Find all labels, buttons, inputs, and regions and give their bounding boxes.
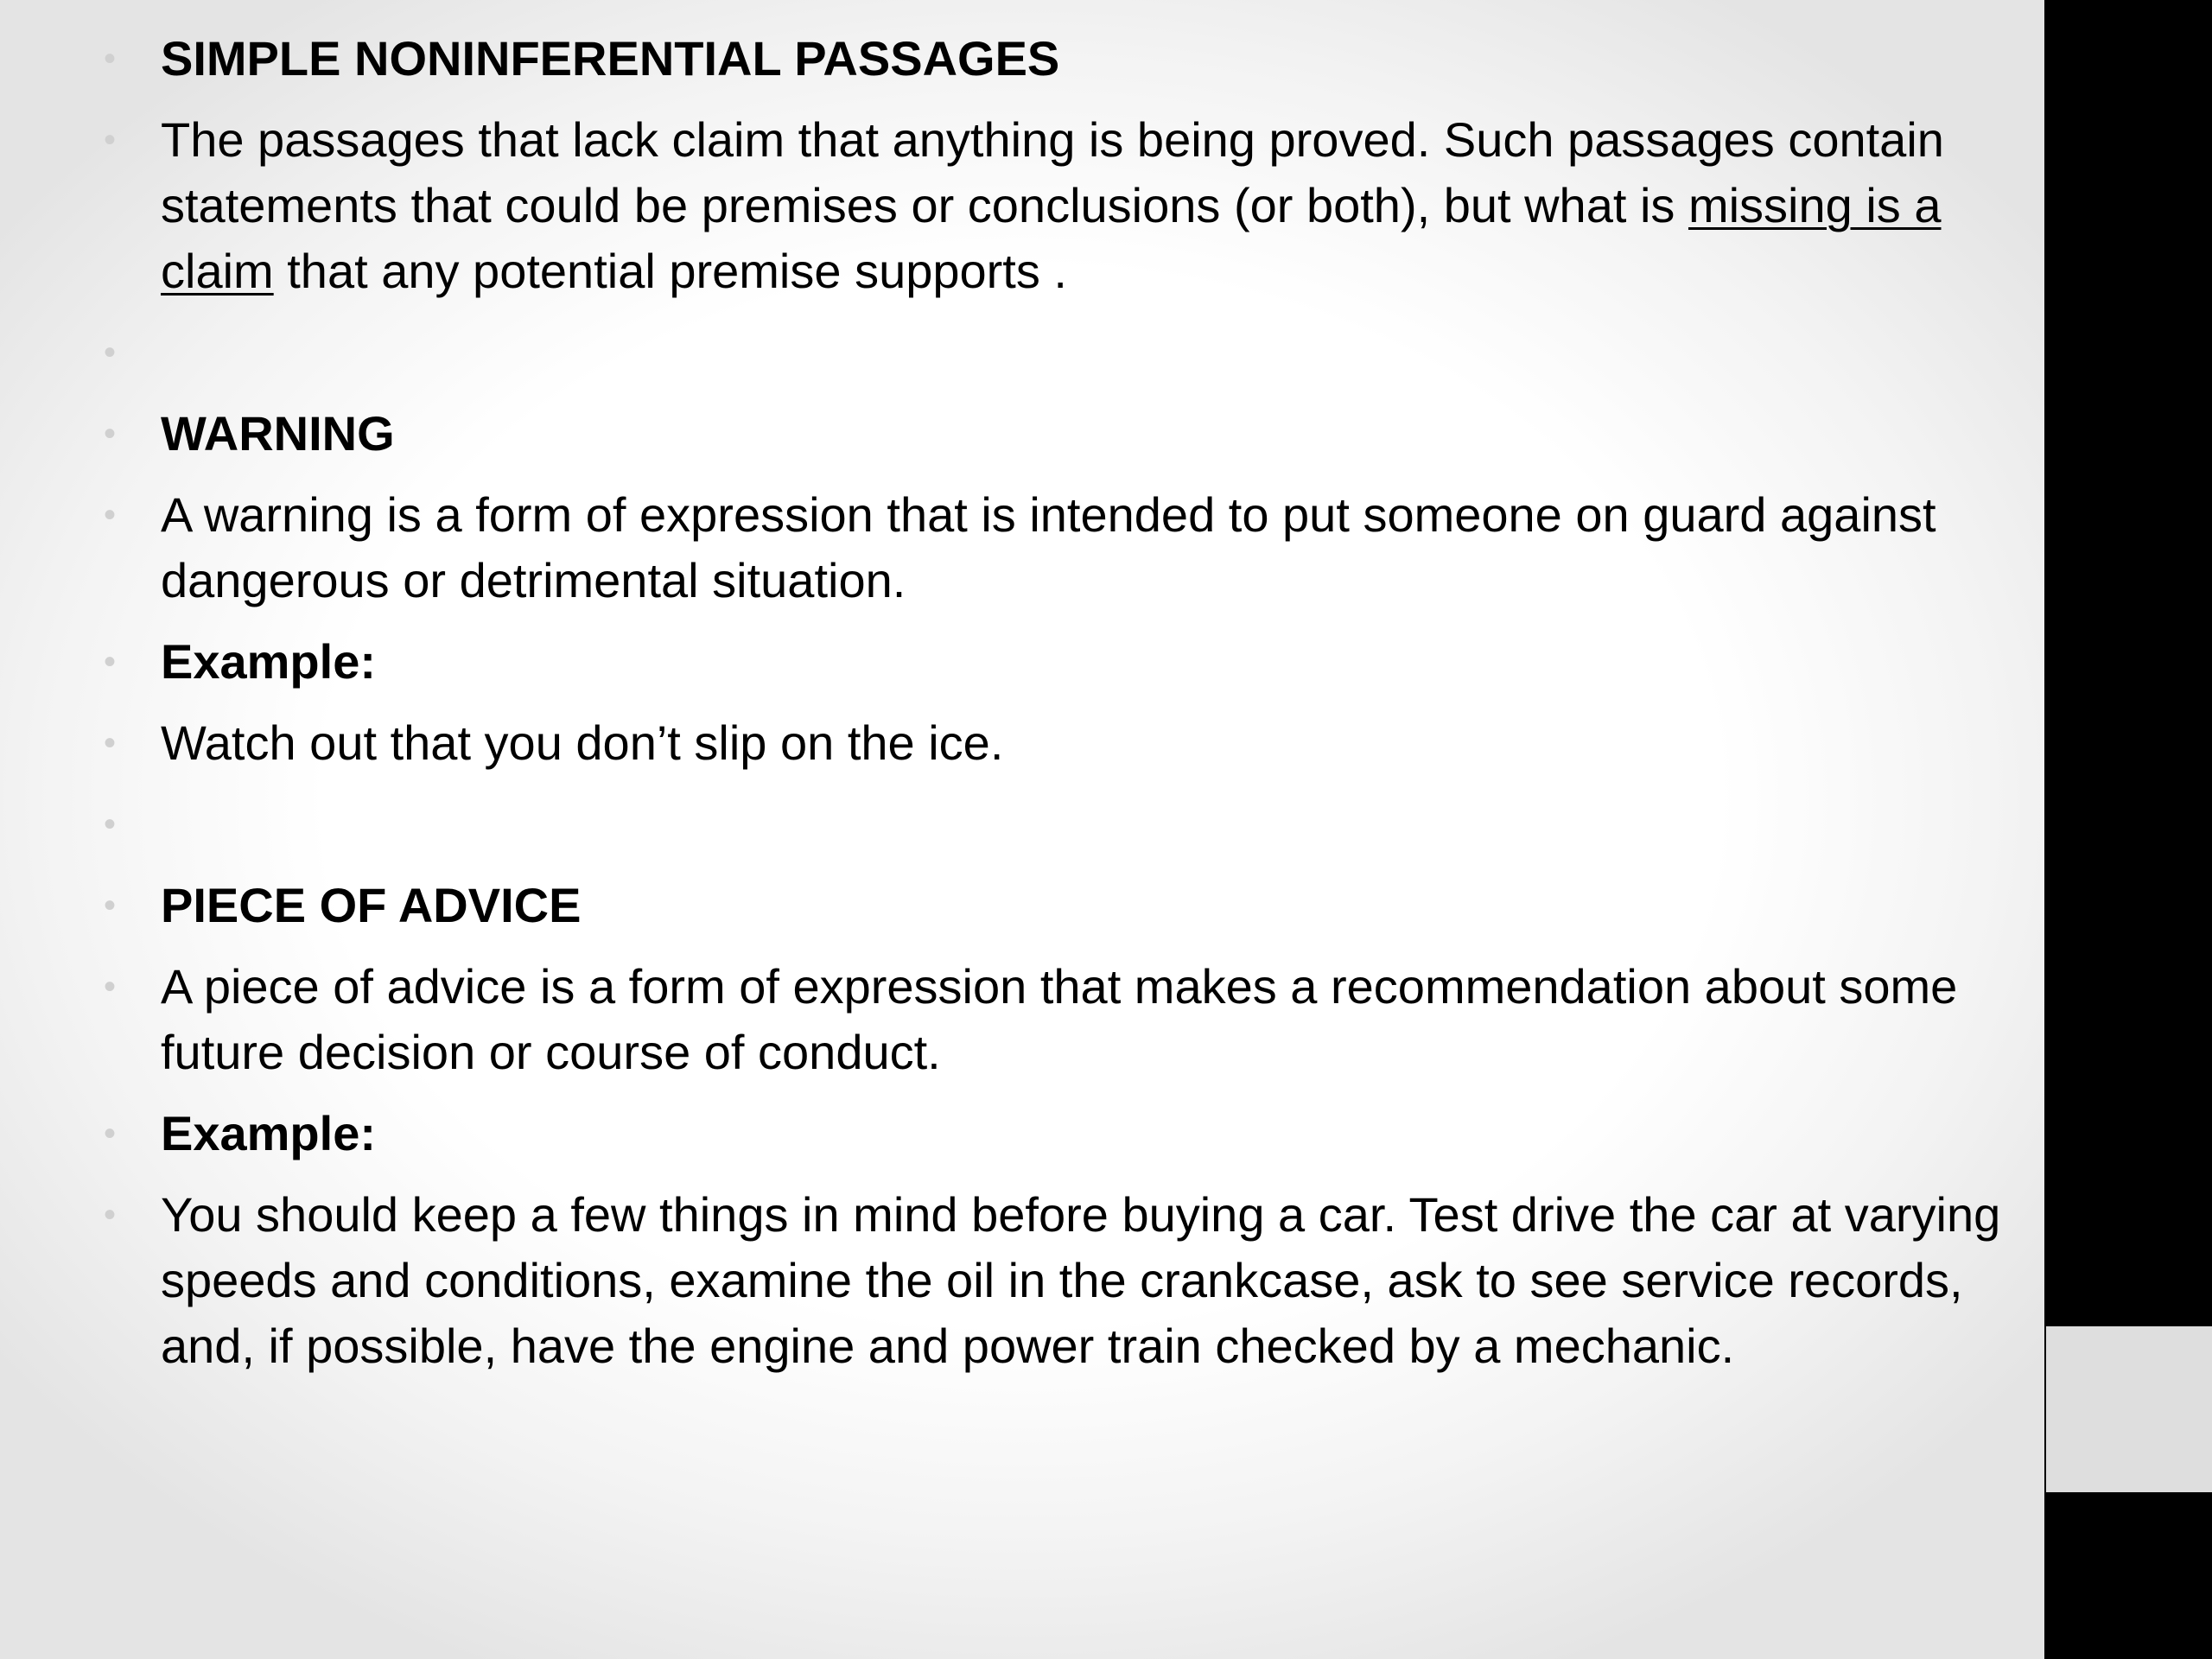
definition-text-end: that any potential premise supports . bbox=[273, 244, 1067, 298]
underlined-phrase: missing is a claim bbox=[161, 178, 1942, 298]
section-heading: WARNING bbox=[161, 406, 395, 461]
list-item bbox=[104, 954, 2005, 1085]
empty-list-item bbox=[104, 320, 2005, 385]
example-label: Example: bbox=[161, 1106, 376, 1160]
list-item bbox=[104, 1182, 2005, 1379]
list-item bbox=[104, 401, 2005, 467]
bullet-icon: • bbox=[104, 887, 117, 925]
side-bar-band bbox=[2046, 1326, 2212, 1492]
example-text: Watch out that you don’t slip on the ice. bbox=[161, 715, 1004, 770]
list-item bbox=[104, 107, 2005, 304]
bullet-icon: • bbox=[104, 805, 117, 843]
list-item bbox=[104, 710, 2005, 776]
section-heading: SIMPLE NONINFERENTIAL PASSAGES bbox=[161, 31, 1060, 86]
example-label: Example: bbox=[161, 634, 376, 689]
bullet-icon: • bbox=[104, 121, 117, 159]
bullet-icon: • bbox=[104, 968, 117, 1006]
bullet-icon: • bbox=[104, 1115, 117, 1153]
section-heading: PIECE OF ADVICE bbox=[161, 878, 582, 932]
definition-text bbox=[161, 112, 1944, 298]
example-text: You should keep a few things in mind before buying a car. Test drive the car at varying speeds and conditions, examine the oil in the crankcase, ask to see service records, and, if possible, have the engine and power train checked by a mechanic. bbox=[161, 1187, 2001, 1373]
bullet-icon: • bbox=[104, 415, 117, 453]
list-item bbox=[104, 482, 2005, 613]
bullet-icon: • bbox=[104, 334, 117, 372]
list-item bbox=[104, 873, 2005, 938]
bullet-icon: • bbox=[104, 643, 117, 681]
list-item bbox=[104, 26, 2005, 92]
list-item bbox=[104, 1101, 2005, 1166]
bullet-icon: • bbox=[104, 724, 117, 762]
bullet-icon: • bbox=[104, 40, 117, 78]
definition-text: A piece of advice is a form of expression that makes a recommendation about some future decision or course of conduct. bbox=[161, 959, 1958, 1079]
list-item bbox=[104, 629, 2005, 695]
definition-text: A warning is a form of expression that is intended to put someone on guard against dangerous or detrimental situation. bbox=[161, 487, 1936, 607]
definition-text-start: The passages that lack claim that anything is being proved. Such passages contain statements that could be premises or conclusions (or both), but what is bbox=[161, 112, 1944, 232]
bullet-list bbox=[104, 26, 2005, 1395]
bullet-icon: • bbox=[104, 496, 117, 534]
empty-list-item bbox=[104, 791, 2005, 857]
bullet-icon: • bbox=[104, 1196, 117, 1234]
side-bar bbox=[2044, 0, 2212, 1659]
